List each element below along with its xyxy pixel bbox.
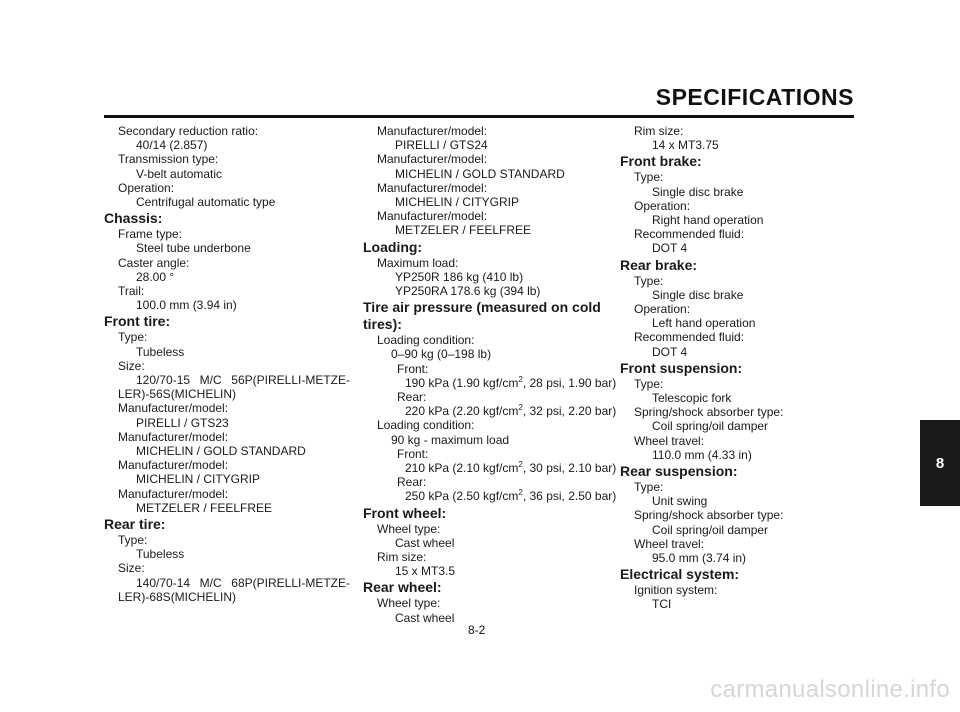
spec-label: Type: [634, 480, 664, 495]
spec-value: 40/14 (2.857) [136, 138, 208, 153]
spec-label: Trail: [118, 284, 145, 299]
section-heading-tire-pressure: Tire air pressure (measured on cold tires): [363, 299, 601, 333]
spec-value: Single disc brake [652, 184, 744, 199]
spec-label: Operation: [634, 198, 691, 213]
spec-label: Type: [118, 533, 148, 548]
spec-label: Frame type: [118, 227, 183, 242]
section-heading-front-suspension: Front suspension: [620, 359, 743, 376]
spec-value: METZELER / FEELFREE [136, 500, 273, 515]
spec-label: Manufacturer/model: [377, 209, 488, 224]
spec-label: Type: [634, 376, 664, 391]
spec-value: 14 x MT3.75 [652, 138, 719, 153]
pressure-value: 220 kPa (2.20 kgf/$cm^2$, 32 psi, 2.20 bar) [405, 403, 617, 419]
section-heading-rear-tire: Rear tire: [104, 516, 166, 533]
spec-value: Left hand operation [652, 316, 756, 331]
chapter-tab: 8 [920, 420, 960, 506]
section-heading-loading: Loading: [363, 238, 423, 255]
spec-value: 140/70-14 M/C 68P(PIRELLI-METZE- [136, 575, 350, 590]
section-heading-electrical: Electrical system: [620, 566, 740, 583]
spec-value: MICHELIN / CITYGRIP [136, 472, 261, 487]
spec-sublabel: Rear: [397, 390, 427, 405]
pressure-value: 190 kPa (1.90 kgf/$cm^2$, 28 psi, 1.90 bar) [405, 374, 617, 390]
spec-label: Caster angle: [118, 255, 190, 270]
spec-value: 0–90 kg (0–198 lb) [391, 347, 492, 362]
spec-value: Telescopic fork [652, 391, 732, 406]
spec-value: PIRELLI / GTS23 [136, 415, 229, 430]
spec-label: Loading condition: [377, 333, 475, 348]
spec-label: Manufacturer/model: [118, 429, 229, 444]
spec-value: V-belt automatic [136, 166, 223, 181]
spec-value: Right hand operation [652, 213, 764, 228]
spec-label: Manufacturer/model: [118, 486, 229, 501]
spec-value: METZELER / FEELFREE [395, 223, 532, 238]
spec-label: Type: [634, 273, 664, 288]
spec-label: Operation: [118, 180, 175, 195]
spec-value: Steel tube underbone [136, 241, 251, 256]
spec-sublabel: Front: [397, 446, 429, 461]
spec-value: Tubeless [136, 547, 185, 562]
spec-column-1 [104, 124, 350, 604]
page-title: SPECIFICATIONS [655, 84, 854, 110]
section-heading-rear-brake: Rear brake: [620, 256, 698, 273]
spec-value: 90 kg - maximum load [391, 432, 510, 447]
spec-label: Operation: [634, 302, 691, 317]
spec-label: Manufacturer/model: [118, 458, 229, 473]
spec-label: Wheel type: [377, 521, 441, 536]
spec-label: Maximum load: [377, 255, 459, 270]
spec-value: MICHELIN / GOLD STANDARD [395, 166, 565, 181]
spec-value: Centrifugal automatic type [136, 195, 276, 210]
spec-value: 110.0 mm (4.33 in) [652, 447, 752, 462]
spec-value: Single disc brake [652, 287, 744, 302]
spec-label: Type: [118, 330, 148, 345]
section-heading-front-wheel: Front wheel: [363, 504, 447, 521]
spec-label: Size: [118, 561, 145, 576]
page-number: 8-2 [468, 623, 486, 637]
spec-value: Cast wheel [395, 610, 455, 625]
spec-label: Wheel travel: [634, 536, 705, 551]
spec-label: Type: [634, 170, 664, 185]
spec-value: Tubeless [136, 344, 185, 359]
spec-sublabel: Rear: [397, 475, 427, 490]
spec-label: Manufacturer/model: [377, 124, 488, 138]
spec-value-continued: LER)-68S(MICHELIN) [118, 589, 237, 604]
spec-label: Wheel type: [377, 596, 441, 611]
spec-column-2 [363, 124, 617, 625]
spec-label: Rim size: [377, 550, 427, 565]
header-rule [104, 115, 854, 118]
spec-value: Coil spring/oil damper [652, 522, 769, 537]
spec-value: PIRELLI / GTS24 [395, 138, 488, 153]
spec-value: YP250R 186 kg (410 lb) [395, 269, 524, 284]
spec-label: Manufacturer/model: [377, 152, 488, 167]
section-heading-rear-suspension: Rear suspension: [620, 463, 738, 480]
spec-label: Manufacturer/model: [377, 180, 488, 195]
spec-value: 15 x MT3.5 [395, 564, 456, 579]
spec-value: TCI [652, 597, 672, 612]
spec-value: Unit swing [652, 494, 708, 509]
spec-value: 28.00 ° [136, 269, 175, 284]
spec-label: Loading condition: [377, 418, 475, 433]
spec-label: Rim size: [634, 124, 684, 138]
spec-value: 100.0 mm (3.94 in) [136, 298, 237, 313]
spec-value: 120/70-15 M/C 56P(PIRELLI-METZE- [136, 373, 350, 388]
spec-label: Transmission type: [118, 152, 219, 167]
section-heading-front-tire: Front tire: [104, 313, 171, 330]
spec-sublabel: Front: [397, 361, 429, 376]
spec-value: MICHELIN / GOLD STANDARD [136, 444, 306, 459]
spec-label: Size: [118, 358, 145, 373]
spec-value: MICHELIN / CITYGRIP [395, 195, 520, 210]
section-heading-rear-wheel: Rear wheel: [363, 579, 442, 596]
spec-label: Spring/shock absorber type: [634, 508, 784, 523]
watermark: carmanualsonline.info [710, 676, 950, 703]
spec-value: YP250RA 178.6 kg (394 lb) [395, 284, 541, 299]
spec-value: 95.0 mm (3.74 in) [652, 551, 747, 566]
spec-column-3 [620, 124, 860, 612]
spec-label: Recommended fluid: [634, 330, 745, 345]
pressure-value: 210 kPa (2.10 kgf/$cm^2$, 30 psi, 2.10 bar) [405, 460, 617, 476]
spec-value: DOT 4 [652, 241, 688, 256]
spec-value: Cast wheel [395, 535, 455, 550]
spec-label: Manufacturer/model: [118, 401, 229, 416]
spec-value: DOT 4 [652, 344, 688, 359]
spec-label: Spring/shock absorber type: [634, 405, 784, 420]
section-heading-front-brake: Front brake: [620, 153, 702, 170]
spec-label: Recommended fluid: [634, 227, 745, 242]
spec-label: Ignition system: [634, 583, 718, 598]
spec-value: Coil spring/oil damper [652, 419, 769, 434]
section-heading-chassis: Chassis: [104, 210, 163, 227]
pressure-value: 250 kPa (2.50 kgf/$cm^2$, 36 psi, 2.50 bar) [405, 488, 617, 504]
spec-label: Wheel travel: [634, 433, 705, 448]
spec-label: Secondary reduction ratio: [118, 124, 259, 138]
spec-value-continued: LER)-56S(MICHELIN) [118, 387, 237, 402]
